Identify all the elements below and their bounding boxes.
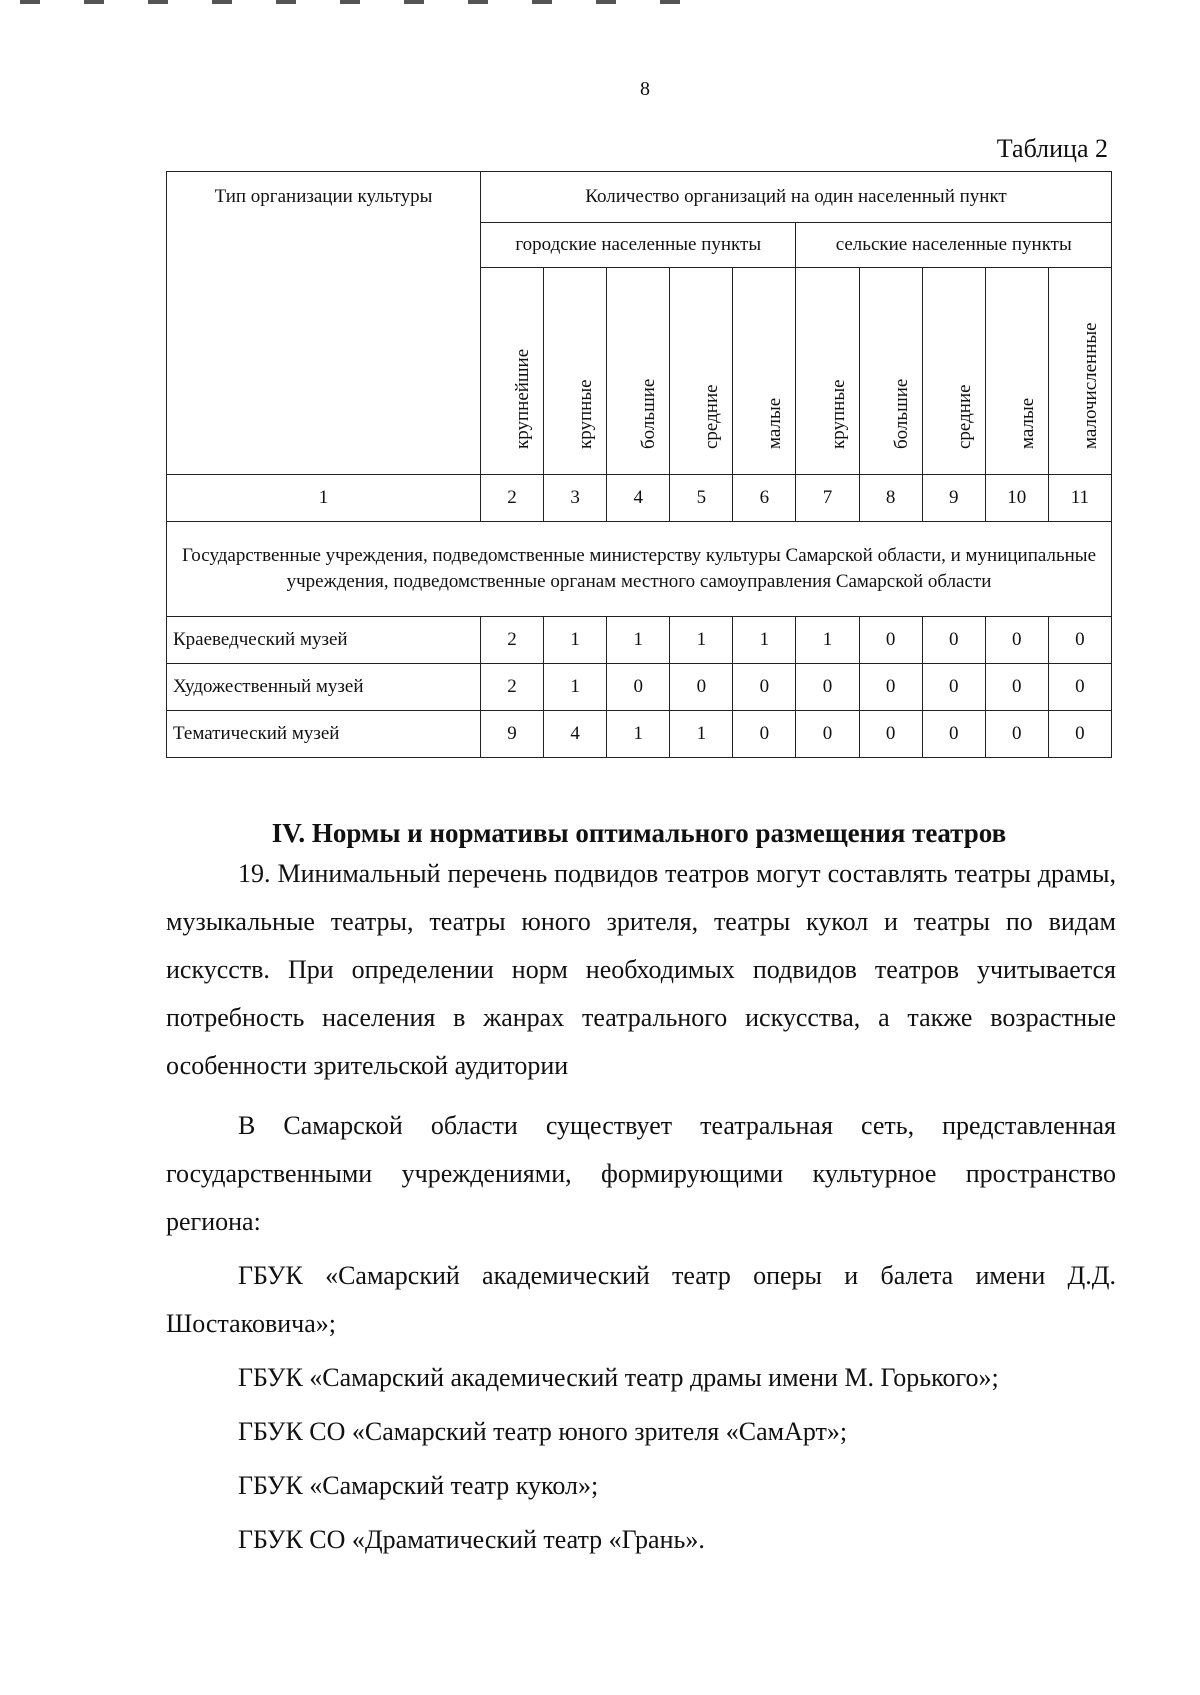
column-number: 9 (922, 475, 985, 522)
body-text (166, 850, 1116, 1564)
header-count: Количество организаций на один населенный пункт (481, 172, 1112, 223)
cell-value: 0 (922, 664, 985, 711)
theatre-list-item: ГБУК СО «Самарский театр юного зрителя «СамАрт»; (238, 1417, 848, 1446)
column-number: 8 (859, 475, 922, 522)
paragraph: В Самарской области существует театральная сеть, представленная государственными учреждениями, формирующими культурное пространство региона: (166, 1111, 1116, 1236)
cell-value: 0 (796, 711, 859, 758)
header-group-urban: городские населенные пункты (481, 223, 796, 268)
scan-edge-marks (20, 0, 680, 4)
column-number: 2 (481, 475, 544, 522)
subcolumn-header (481, 268, 544, 475)
subcolumn-header (1048, 268, 1111, 475)
cell-value: 0 (1048, 617, 1111, 664)
subcolumn-header (544, 268, 607, 475)
subcolumn-header (670, 268, 733, 475)
theatre-list-item: ГБУК «Самарский театр кукол»; (238, 1471, 599, 1500)
section-heading: IV. Нормы и нормативы оптимального размещения театров (271, 818, 1007, 848)
row-name: Краеведческий музей (167, 617, 481, 664)
norms-table (166, 171, 1112, 758)
cell-value: 0 (922, 711, 985, 758)
cell-value: 0 (859, 711, 922, 758)
column-number: 5 (670, 475, 733, 522)
subcolumn-label: большие (638, 378, 660, 449)
row-name: Художественный музей (167, 664, 481, 711)
cell-value: 1 (733, 617, 796, 664)
cell-value: 0 (985, 664, 1048, 711)
table-section-title: Государственные учреждения, подведомственные министерству культуры Самарской области, и муниципальные учреждения, подведомственные органам местного самоуправления Самарской области (167, 522, 1112, 617)
subcolumn-label: крупные (827, 379, 849, 449)
column-number: 6 (733, 475, 796, 522)
column-number: 3 (544, 475, 607, 522)
column-number-row (167, 475, 1112, 522)
cell-value: 0 (1048, 664, 1111, 711)
cell-value: 1 (607, 617, 670, 664)
subcolumn-header (985, 268, 1048, 475)
page-number: 8 (640, 78, 650, 100)
subcolumn-label: крупнейшие (512, 348, 534, 449)
cell-value: 0 (796, 664, 859, 711)
subcolumn-label: средние (701, 384, 723, 449)
theatre-list-item: ГБУК СО «Драматический театр «Грань». (238, 1525, 705, 1554)
theatre-list-item: ГБУК «Самарский академический театр оперы и балета имени Д.Д. Шостаковича»; (166, 1261, 1116, 1338)
subcolumn-label: малые (1016, 397, 1038, 449)
subcolumn-header (859, 268, 922, 475)
cell-value: 2 (481, 664, 544, 711)
cell-value: 1 (544, 617, 607, 664)
row-name: Тематический музей (167, 711, 481, 758)
subcolumn-header (922, 268, 985, 475)
cell-value: 0 (922, 617, 985, 664)
cell-value: 0 (985, 617, 1048, 664)
column-number: 4 (607, 475, 670, 522)
subcolumn-label: крупные (575, 379, 597, 449)
cell-value: 2 (481, 617, 544, 664)
cell-value: 1 (607, 711, 670, 758)
table-caption: Таблица 2 (996, 134, 1108, 163)
subcolumn-label: малочисленные (1079, 322, 1101, 449)
table-header-row-1 (167, 172, 1112, 223)
column-number: 10 (985, 475, 1048, 522)
cell-value: 0 (985, 711, 1048, 758)
subcolumn-header (607, 268, 670, 475)
subcolumn-header (796, 268, 859, 475)
subcolumn-label: малые (764, 397, 786, 449)
cell-value: 0 (1048, 711, 1111, 758)
column-number: 7 (796, 475, 859, 522)
cell-value: 0 (733, 711, 796, 758)
column-number: 1 (167, 475, 481, 522)
theatre-list-item: ГБУК «Самарский академический театр драмы имени М. Горького»; (238, 1363, 999, 1392)
header-group-rural: сельские населенные пункты (796, 223, 1112, 268)
table-row (167, 711, 1112, 758)
subcolumn-label: большие (890, 378, 912, 449)
cell-value: 9 (481, 711, 544, 758)
cell-value: 0 (607, 664, 670, 711)
subcolumn-header (733, 268, 796, 475)
column-number: 11 (1048, 475, 1111, 522)
cell-value: 4 (544, 711, 607, 758)
cell-value: 1 (544, 664, 607, 711)
paragraph: 19. Минимальный перечень подвидов театров могут составлять театры драмы, музыкальные театры, театры юного зрителя, театры кукол и театры по видам искусств. При определении норм необходимых подвидов театров учитывается потребность населения в жанрах театрального искусства, а также возрастные особенности зрительской аудитории (166, 859, 1116, 1080)
cell-value: 0 (859, 664, 922, 711)
cell-value: 1 (796, 617, 859, 664)
header-org-type: Тип организации культуры (167, 172, 481, 475)
cell-value: 0 (670, 664, 733, 711)
table-row (167, 617, 1112, 664)
cell-value: 1 (670, 711, 733, 758)
table-section-row (167, 522, 1112, 617)
subcolumn-label: средние (953, 384, 975, 449)
cell-value: 0 (859, 617, 922, 664)
cell-value: 0 (733, 664, 796, 711)
cell-value: 1 (670, 617, 733, 664)
table-row (167, 664, 1112, 711)
